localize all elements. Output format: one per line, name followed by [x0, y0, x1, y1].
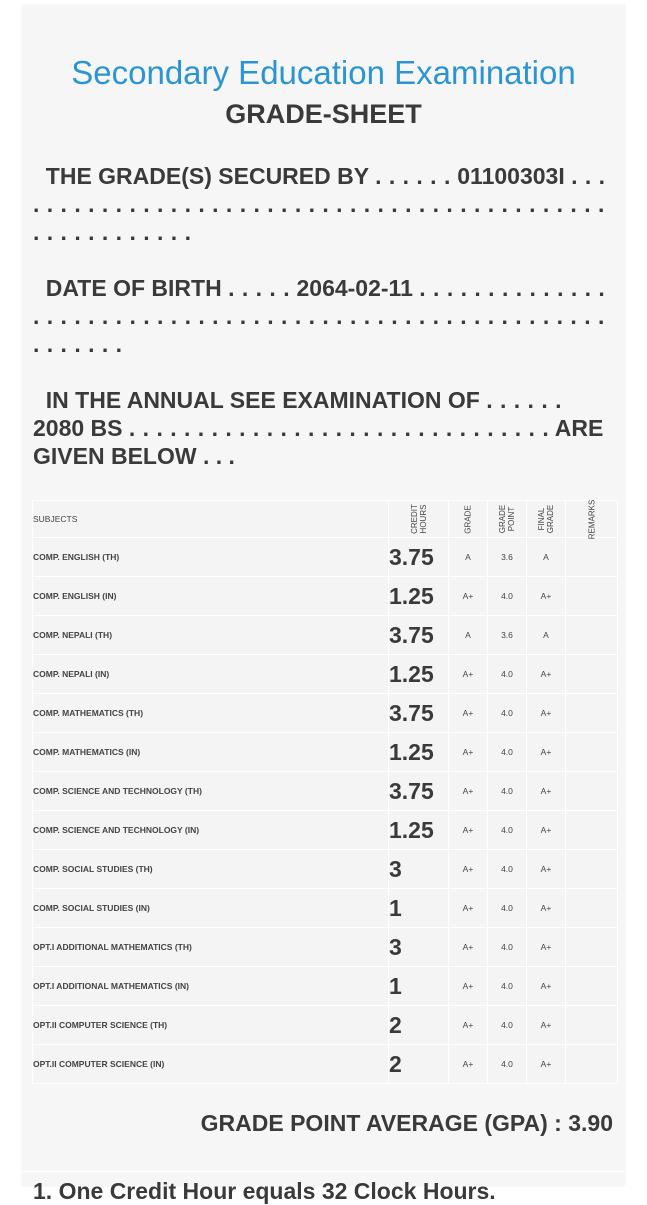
remarks: [566, 850, 618, 889]
grade-point: 4.0: [488, 850, 527, 889]
remarks-header: REMARKS: [566, 501, 618, 538]
final-grade: A+: [527, 967, 566, 1006]
remarks: [566, 1045, 618, 1084]
credit-hours: 3: [389, 850, 449, 889]
exam-line: IN THE ANNUAL SEE EXAMINATION OF . . . . . . 2080 BS . . . . . . . . . . . . . . . . . . . . . . . . . . . . . . . ARE GIVEN BELOW . . .: [33, 387, 604, 469]
remarks: [566, 811, 618, 850]
grade-point: 4.0: [488, 967, 527, 1006]
symbol-number: 01100303I: [457, 163, 565, 189]
table-row: [33, 967, 618, 1006]
date-of-birth: 2064-02-11: [296, 275, 413, 301]
credit-hours: 1.25: [389, 577, 449, 616]
grade-header: GRADE: [449, 501, 488, 538]
credit-hours: 1: [389, 889, 449, 928]
grade-sheet-heading: GRADE-SHEET: [225, 99, 422, 129]
final-grade: A+: [527, 655, 566, 694]
table-row: [33, 850, 618, 889]
secured-by-line: THE GRADE(S) SECURED BY . . . . . . 01100303I . . . . . . . . . . . . . . . . . . . . . . . . . . . . . . . . . . . . . . . . . . . . . . . . . . . . . . . . .: [33, 163, 606, 245]
dob-label: DATE OF BIRTH: [45, 275, 222, 301]
subject-name: COMP. NEPALI (IN): [33, 655, 389, 694]
grade-point: 4.0: [488, 733, 527, 772]
remarks: [566, 772, 618, 811]
grade-point: 3.6: [488, 616, 527, 655]
table-row: [33, 655, 618, 694]
table-row: [33, 733, 618, 772]
subject-name: COMP. MATHEMATICS (IN): [33, 733, 389, 772]
grade: A: [449, 616, 488, 655]
grade-point: 4.0: [488, 889, 527, 928]
grade: A+: [449, 577, 488, 616]
grade-point: 4.0: [488, 577, 527, 616]
credit-hours: 3.75: [389, 616, 449, 655]
remarks: [566, 733, 618, 772]
remarks: [566, 889, 618, 928]
grades-table: [32, 500, 618, 1084]
credit-hours: 3.75: [389, 538, 449, 577]
remarks: [566, 655, 618, 694]
grade: A+: [449, 928, 488, 967]
grade-point: 4.0: [488, 694, 527, 733]
table-row: [33, 538, 618, 577]
remarks: [566, 694, 618, 733]
remarks: [566, 577, 618, 616]
final-grade: A+: [527, 772, 566, 811]
grade: A+: [449, 850, 488, 889]
table-header-row: [33, 501, 618, 538]
final-grade: A+: [527, 694, 566, 733]
table-row: [33, 889, 618, 928]
subject-name: COMP. MATHEMATICS (TH): [33, 694, 389, 733]
remarks: [566, 538, 618, 577]
credit-hours-header: CREDIT HOURS: [389, 501, 449, 538]
secured-by-label: THE GRADE(S) SECURED BY: [45, 163, 369, 189]
table-row: [33, 928, 618, 967]
grade-sheet: [22, 5, 625, 1204]
grade-rows: [33, 538, 618, 1084]
remarks: [566, 967, 618, 1006]
grade: A+: [449, 1045, 488, 1084]
given-below-text: ARE GIVEN BELOW . . .: [33, 415, 604, 469]
table-row: [33, 616, 618, 655]
exam-label: IN THE ANNUAL SEE EXAMINATION OF: [45, 387, 480, 413]
grade: A+: [449, 1006, 488, 1045]
final-grade: A+: [527, 889, 566, 928]
table-row: [33, 1045, 618, 1084]
table-row: [33, 811, 618, 850]
grade-point: 4.0: [488, 655, 527, 694]
remarks: [566, 928, 618, 967]
footer-note: 1. One Credit Hour equals 32 Clock Hours.: [33, 1178, 496, 1204]
grade: A+: [449, 694, 488, 733]
final-grade-header: FINAL GRADE: [527, 501, 566, 538]
final-grade: A: [527, 538, 566, 577]
subject-name: COMP. SOCIAL STUDIES (TH): [33, 850, 389, 889]
credit-hours: 1.25: [389, 655, 449, 694]
final-grade: A+: [527, 1045, 566, 1084]
exam-title: Secondary Education Examination: [71, 54, 576, 91]
credit-hours: 1: [389, 967, 449, 1006]
grade-point: 3.6: [488, 538, 527, 577]
table-row: [33, 772, 618, 811]
subject-name: OPT.I ADDITIONAL MATHEMATICS (IN): [33, 967, 389, 1006]
grade-point: 4.0: [488, 1006, 527, 1045]
remarks: [566, 1006, 618, 1045]
credit-hours: 3: [389, 928, 449, 967]
grade-point-header: GRADE POINT: [488, 501, 527, 538]
final-grade: A: [527, 616, 566, 655]
final-grade: A+: [527, 733, 566, 772]
table-row: [33, 1006, 618, 1045]
remarks: [566, 616, 618, 655]
grade-point: 4.0: [488, 811, 527, 850]
grade: A+: [449, 733, 488, 772]
divider: [22, 1171, 625, 1172]
grade-point: 4.0: [488, 1045, 527, 1084]
subject-name: OPT.II COMPUTER SCIENCE (IN): [33, 1045, 389, 1084]
grade: A+: [449, 811, 488, 850]
final-grade: A+: [527, 1006, 566, 1045]
subject-name: COMP. NEPALI (TH): [33, 616, 389, 655]
grade: A+: [449, 889, 488, 928]
subject-name: OPT.II COMPUTER SCIENCE (TH): [33, 1006, 389, 1045]
credit-hours: 3.75: [389, 772, 449, 811]
subject-name: COMP. SOCIAL STUDIES (IN): [33, 889, 389, 928]
date-of-birth-line: DATE OF BIRTH . . . . . 2064-02-11 . . . . . . . . . . . . . . . . . . . . . . . . . . . . . . . . . . . . . . . . . . . . . . . . . . . . . . . . . . . . . . .: [33, 275, 606, 357]
grade: A+: [449, 655, 488, 694]
grade: A: [449, 538, 488, 577]
final-grade: A+: [527, 928, 566, 967]
subject-name: COMP. ENGLISH (TH): [33, 538, 389, 577]
final-grade: A+: [527, 577, 566, 616]
grade: A+: [449, 967, 488, 1006]
credit-hours: 3.75: [389, 694, 449, 733]
credit-hours: 1.25: [389, 733, 449, 772]
subject-name: OPT.I ADDITIONAL MATHEMATICS (TH): [33, 928, 389, 967]
final-grade: A+: [527, 850, 566, 889]
credit-hours: 2: [389, 1006, 449, 1045]
subject-name: COMP. SCIENCE AND TECHNOLOGY (IN): [33, 811, 389, 850]
table-row: [33, 577, 618, 616]
table-row: [33, 694, 618, 733]
subject-name: COMP. SCIENCE AND TECHNOLOGY (TH): [33, 772, 389, 811]
subjects-header: SUBJECTS: [33, 501, 389, 538]
final-grade: A+: [527, 811, 566, 850]
grade-point: 4.0: [488, 928, 527, 967]
grade: A+: [449, 772, 488, 811]
exam-year: 2080 BS: [33, 415, 123, 441]
grade-point: 4.0: [488, 772, 527, 811]
credit-hours: 1.25: [389, 811, 449, 850]
subject-name: COMP. ENGLISH (IN): [33, 577, 389, 616]
credit-hours: 2: [389, 1045, 449, 1084]
gpa-summary: GRADE POINT AVERAGE (GPA) : 3.90: [200, 1110, 613, 1136]
